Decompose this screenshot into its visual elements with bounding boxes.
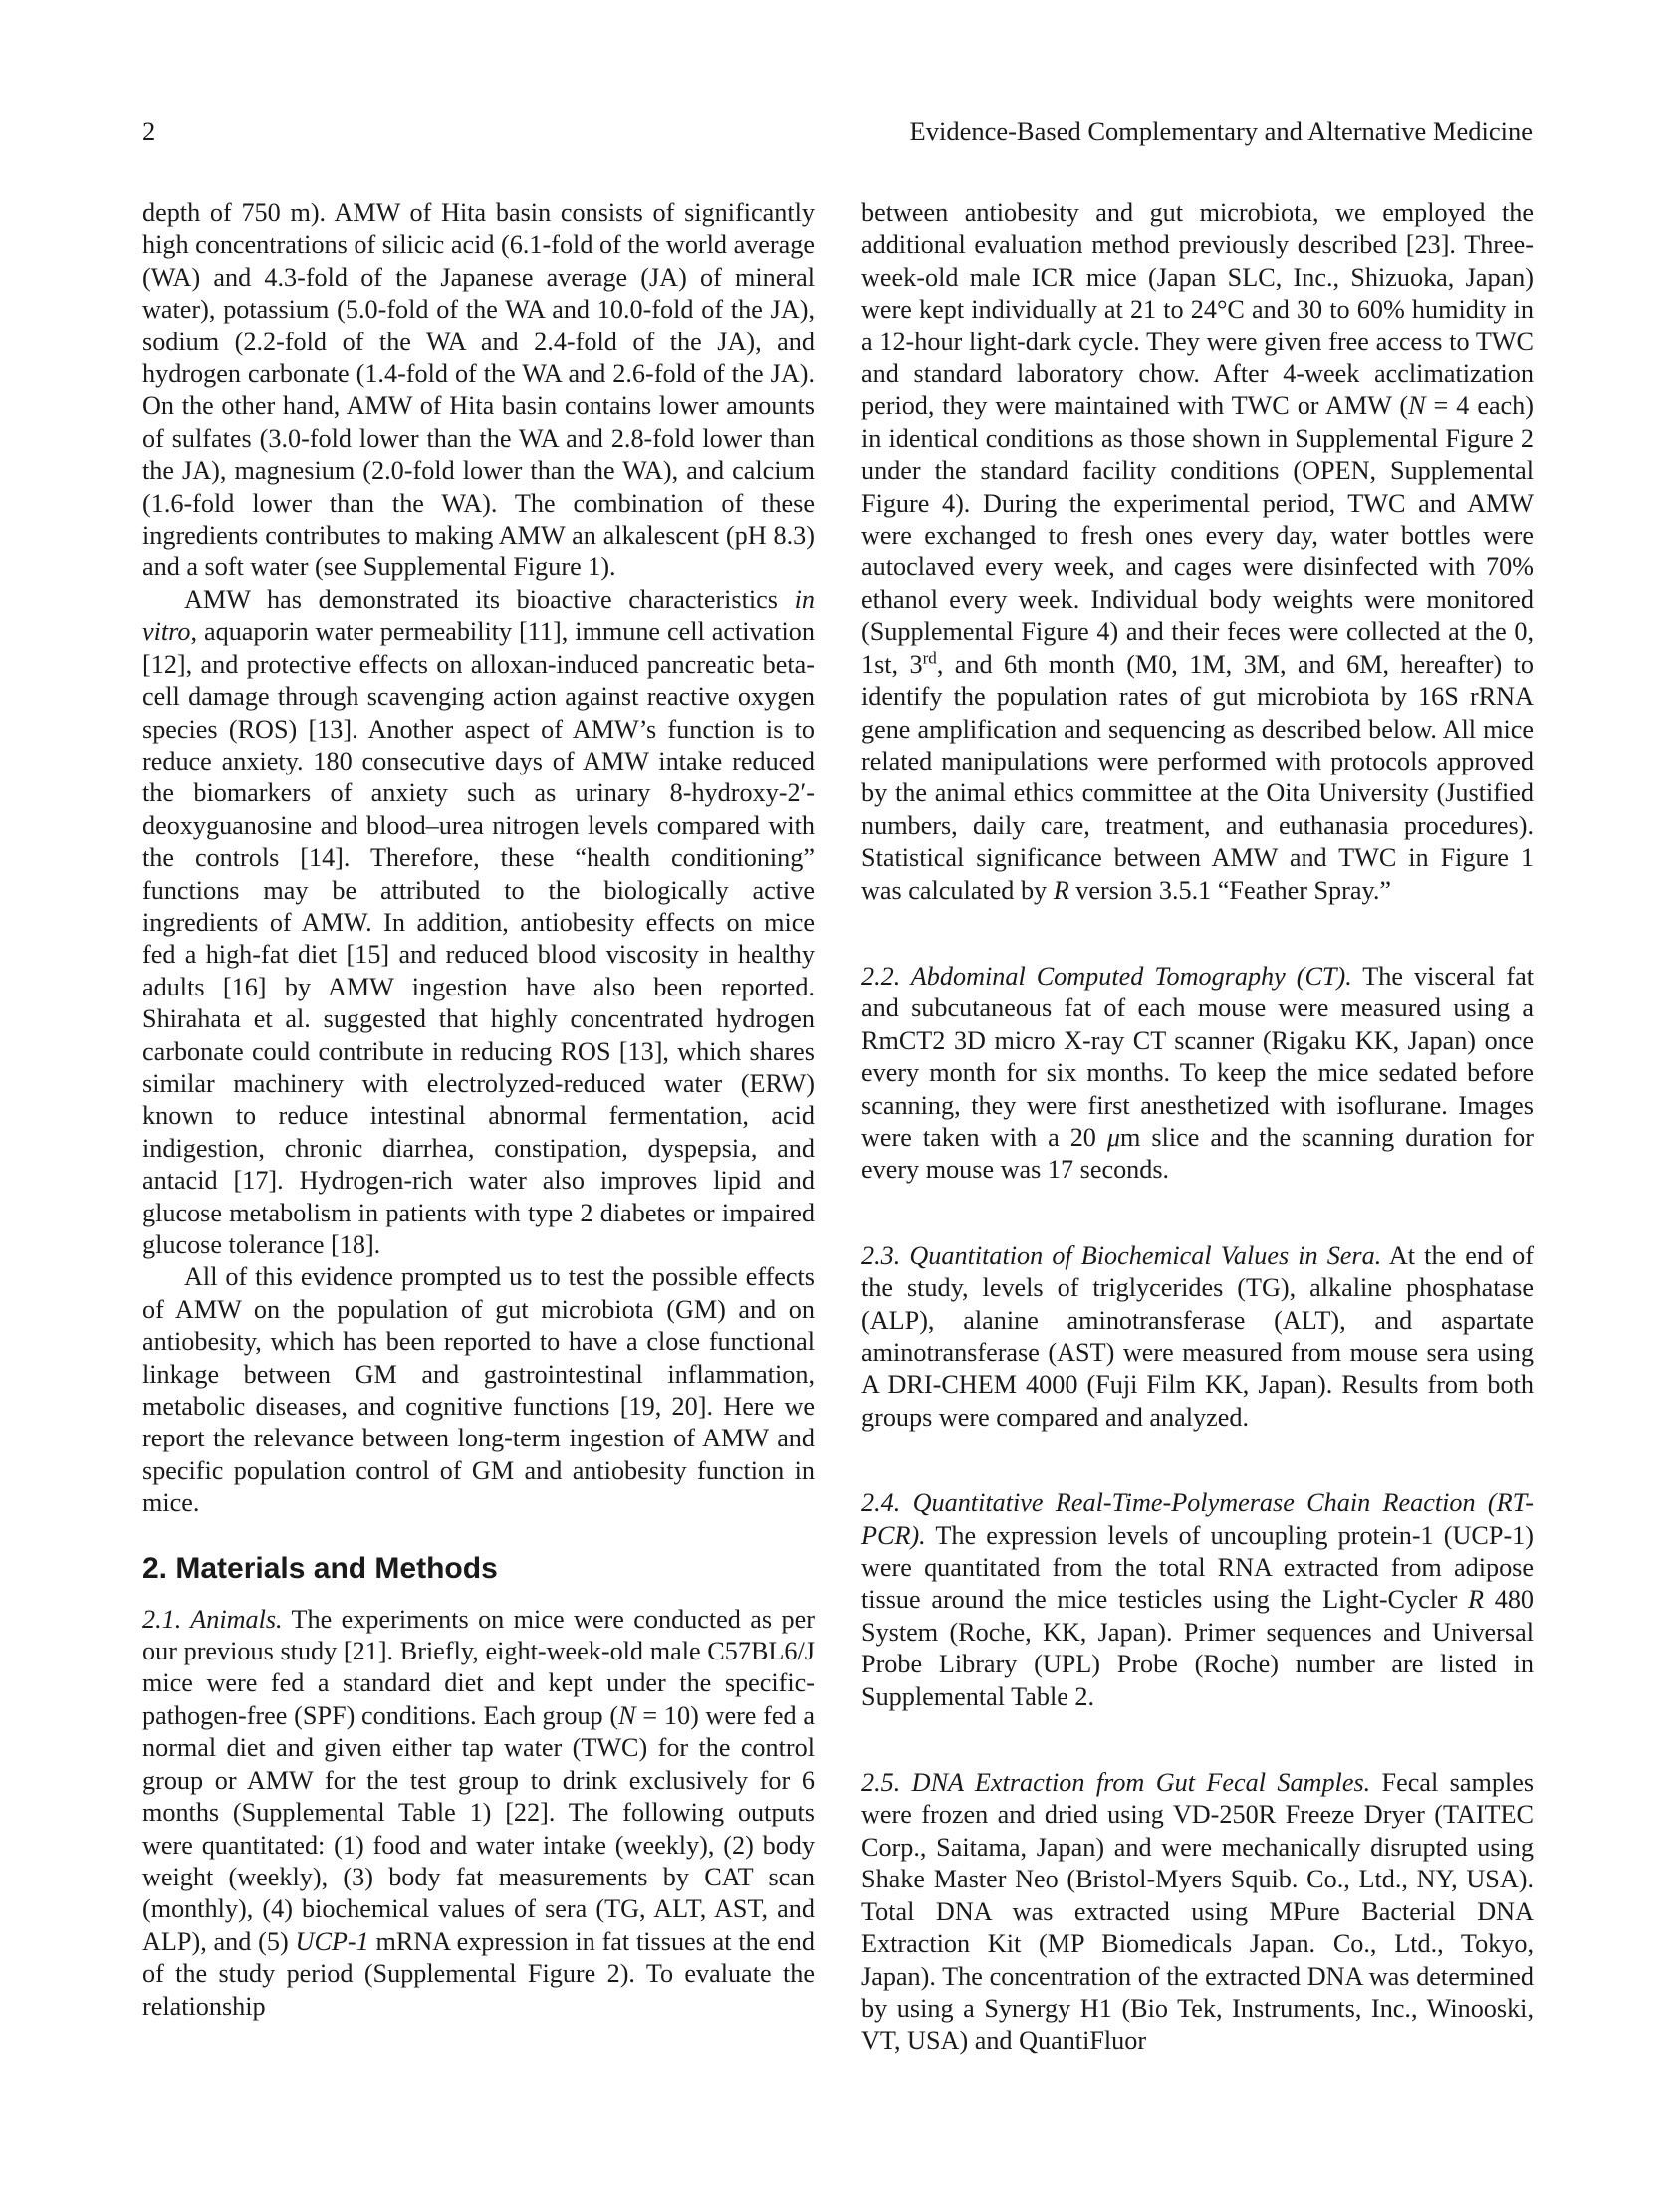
- subsection-title-biochemical: 2.3. Quantitation of Biochemical Values in Sera.: [861, 1240, 1382, 1270]
- section-heading-methods: 2. Materials and Methods: [142, 1551, 498, 1585]
- paragraph-animals: 2.1. Animals. The experiments on mice were conducted as per our previous study [21]. Briefly, eight-week-old male C57BL6/J mice were fed a standard diet and kept under the specific-pathogen-free (SPF) conditions. Each group (N = 10) were fed a normal diet and given either tap water (TWC) for the control group or AMW for the test group to drink exclusively for 6 months (Supplemental Table 1) [22]. The following outputs were quantitated: (1) food and water intake (weekly), (2) body weight (weekly), (3) body fat measurements by CAT scan (monthly), (4) biochemical values of sera (TG, ALT, AST, and ALP), and (5) UCP-1 mRNA expression in fat tissues at the end of the study period (Supplemental Figure 2). To evaluate the relationship: [142, 1604, 815, 2021]
- page-header: [142, 116, 1533, 156]
- paragraph-water-composition: depth of 750 m). AMW of Hita basin consists of significantly high concentrations of silicic acid (6.1-fold of the world average (WA) and 4.3-fold of the Japanese average (JA) of mineral water), potassium (5.0-fold of the WA and 10.0-fold of the JA), sodium (2.2-fold of the WA and 2.4-fold of the JA), and hydrogen carbonate (1.4-fold of the WA and 2.6-fold of the JA). On the other hand, AMW of Hita basin contains lower amounts of sulfates (3.0-fold lower than the WA and 2.8-fold lower than the JA), magnesium (2.0-fold lower than the WA), and calcium (1.6-fold lower than the WA). The combination of these ingredients contributes to making AMW an alkalescent (pH 8.3) and a soft water (see Supplemental Figure 1).: [142, 198, 815, 582]
- paragraph-biochemical: 2.3. Quantitation of Biochemical Values in Sera. At the end of the study, levels of triglycerides (TG), alkaline phosphatase (ALP), alanine aminotransferase (ALT), and aspartate aminotransferase (AST) were measured from mouse sera using A DRI-CHEM 4000 (Fuji Film KK, Japan). Results from both groups were compared and analyzed.: [861, 1240, 1534, 1432]
- subsection-title-ct: 2.2. Abdominal Computed Tomography (CT).: [861, 961, 1352, 991]
- paragraph-dna-extraction: 2.5. DNA Extraction from Gut Fecal Samples. Fecal samples were frozen and dried using VD-250R Freeze Dryer (TAITEC Corp., Saitama, Japan) and were mechanically disrupted using Shake Master Neo (Bristol-Myers Squib. Co., Ltd., NY, USA). Total DNA was extracted using MPure Bacterial DNA Extraction Kit (MP Biomedicals Japan. Co., Ltd., Tokyo, Japan). The concentration of the extracted DNA was determined by using a Synergy H1 (Bio Tek, Instruments, Inc., Winooski, VT, USA) and QuantiFluor: [861, 1768, 1535, 2056]
- left-column: [142, 197, 815, 2023]
- subsection-title-dna: 2.5. DNA Extraction from Gut Fecal Samples.: [861, 1768, 1371, 1798]
- right-column: [861, 197, 1534, 2058]
- subsection-title-animals: 2.1. Animals.: [142, 1604, 283, 1634]
- paragraph-rtpcr: 2.4. Quantitative Real-Time-Polymerase Chain Reaction (RT-PCR). The expression levels of uncoupling protein-1 (UCP-1) were quantitated from the total RNA extracted from adipose tissue around the mice testicles using the Light-Cycler R 480 System (Roche, KK, Japan). Primer sequences and Universal Probe Library (UPL) Probe (Roche) number are listed in Supplemental Table 2.: [861, 1488, 1535, 1711]
- subsection-title-rtpcr: 2.4. Quantitative Real-Time-Polymerase Chain Reaction (RT-PCR).: [861, 1488, 1534, 1550]
- paragraph-bioactive: AMW has demonstrated its bioactive characteristics in vitro, aquaporin water permeability [11], immune cell activation [12], and protective effects on alloxan-induced pancreatic beta-cell damage through scavenging action against reactive oxygen species (ROS) [13]. Another aspect of AMW’s function is to reduce anxiety. 180 consecutive days of AMW intake reduced the biomarkers of anxiety such as urinary 8-hydroxy-2′-deoxyguanosine and blood–urea nitrogen levels compared with the controls [14]. Therefore, these “health conditioning” functions may be attributed to the biologically active ingredients of AMW. In addition, antiobesity effects on mice fed a high-fat diet [15] and reduced blood viscosity in healthy adults [16] by AMW ingestion have also been reported. Shirahata et al. suggested that highly concentrated hydrogen carbonate could contribute in reducing ROS [13], which shares similar machinery with electrolyzed-reduced water (ERW) known to reduce intestinal abnormal fermentation, acid indigestion, chronic diarrhea, constipation, dyspepsia, and antacid [17]. Hydrogen-rich water also improves lipid and glucose metabolism in patients with type 2 diabetes or impaired glucose tolerance [18].: [142, 584, 815, 1259]
- journal-title: Evidence-Based Complementary and Alternative Medicine: [909, 116, 1533, 146]
- paragraph-evidence: All of this evidence prompted us to test the possible effects of AMW on the population of gut microbiota (GM) and on antiobesity, which has been reported to have a close functional linkage between GM and gastrointestinal inflammation, metabolic diseases, and cognitive functions [19, 20]. Here we report the relevance between long-term ingestion of AMW and specific population control of GM and antiobesity function in mice.: [142, 1262, 815, 1518]
- paragraph-ct: 2.2. Abdominal Computed Tomography (CT). The visceral fat and subcutaneous fat of each mouse were measured using a RmCT2 3D micro X-ray CT scanner (Rigaku KK, Japan) once every month for six months. To keep the mice sedated before scanning, they were first anesthetized with isoflurane. Images were taken with a 20 μm slice and the scanning duration for every mouse was 17 seconds.: [861, 961, 1535, 1185]
- page-number: 2: [142, 116, 156, 146]
- paragraph-icr-mice: between antiobesity and gut microbiota, we employed the additional evaluation method previously described [23]. Three-week-old male ICR mice (Japan SLC, Inc., Shizuoka, Japan) were kept individually at 21 to 24°C and 30 to 60% humidity in a 12-hour light-dark cycle. They were given free access to TWC and standard laboratory chow. After 4-week acclimatization period, they were maintained with TWC or AMW (N = 4 each) in identical conditions as those shown in Supplemental Figure 2 under the standard facility conditions (OPEN, Supplemental Figure 4). During the experimental period, TWC and AMW were exchanged to fresh ones every day, water bottles were autoclaved every week, and cages were disinfected with 70% ethanol every week. Individual body weights were monitored (Supplemental Figure 4) and their feces were collected at the 0, 1st, 3rd, and 6th month (M0, 1M, 3M, and 6M, hereafter) to identify the population rates of gut microbiota by 16S rRNA gene amplification and sequencing as described below. All mice related manipulations were performed with protocols approved by the animal ethics committee at the Oita University (Justified numbers, daily care, treatment, and euthanasia procedures). Statistical significance between AMW and TWC in Figure 1 was calculated by R version 3.5.1 “Feather Spray.”: [861, 198, 1534, 905]
